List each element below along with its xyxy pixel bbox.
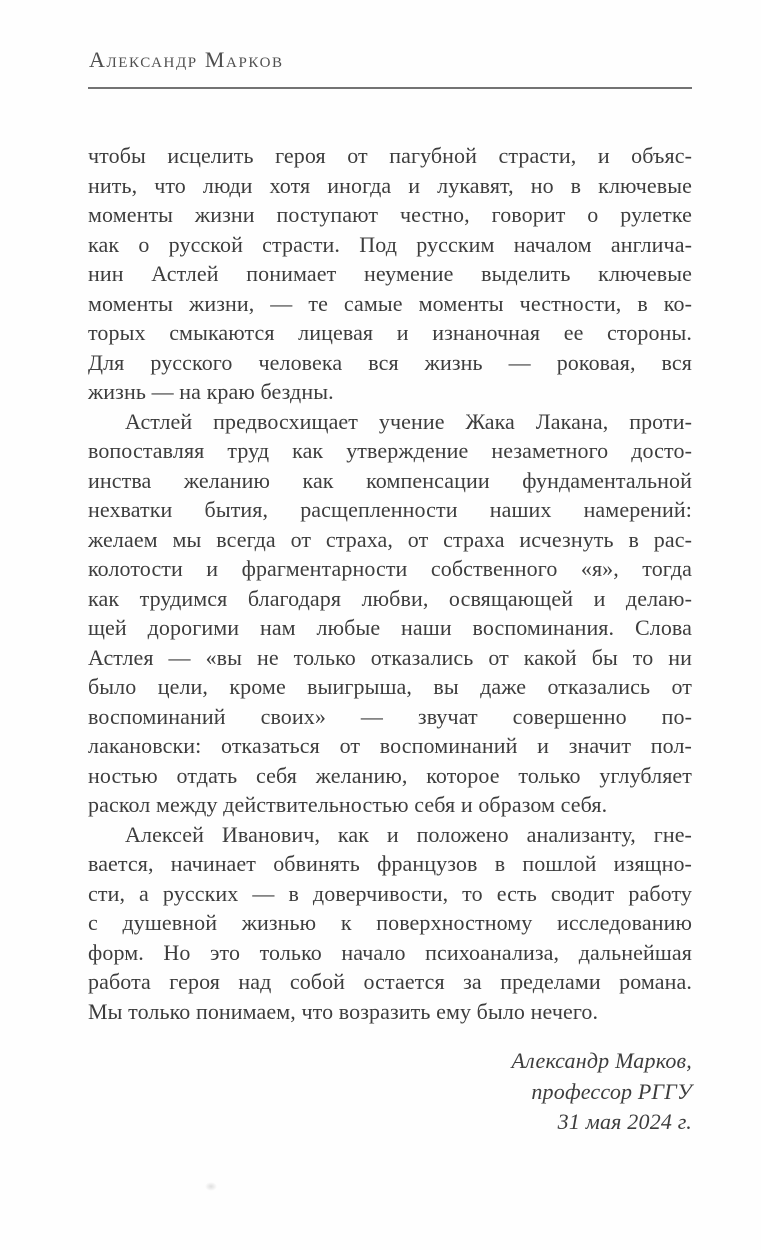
text-line: вается, начинает обвинять французов в пошлой изящно- [88,851,692,876]
signature-line: Александр Марков, [511,1048,692,1073]
text-line: нин Астлей понимает неумение выделить ключевые [88,261,692,286]
text-line: колотости и фрагментарности собственного «я», тогда [88,556,692,581]
text-line: Мы только понимаем, что возразить ему было нечего. [88,998,599,1024]
header-rule [88,87,692,89]
text-line: торых смыкаются лицевая и изнаночная ее стороны. [88,320,692,345]
text-line: сти, а русских — в доверчивости, то есть сводит работу [88,880,692,906]
signature-block [512,1046,692,1138]
text-line: Для русского человека вся жизнь — роковая, вся [88,349,692,375]
text-line: жизнь — на краю бездны. [88,379,334,404]
text-line: нить, что люди хотя иногда и лукавят, но в ключевые [88,172,692,198]
text-line: моменты жизни поступают честно, говорит о рулетке [88,202,692,227]
signature-line: 31 мая 2024 г. [557,1109,692,1134]
text-line: как о русской страсти. Под русским началом англича- [88,231,692,257]
text-line: инства желанию как компенсации фундаментальной [88,467,692,493]
text-line: как трудимся благодаря любви, освящающей и делаю- [88,585,692,611]
text-line: нехватки бытия, расщепленности наших намерений: [88,497,692,522]
text-line: работа героя над собой остается за пределами романа. [88,969,692,994]
running-header: Александр Марков [89,47,284,72]
text-line: форм. Но это только начало психоанализа, дальнейшая [88,939,692,965]
text-line: Алексей Иванович, как и положено анализанту, гне- [125,821,692,847]
text-line: желаем мы всегда от страха, от страха исчезнуть в рас- [88,526,692,552]
signature-line: профессор РГГУ [531,1078,692,1104]
text-line: раскол между действительностью себя и образом себя. [88,792,608,817]
text-line: лакановски: отказаться от воспоминаний и значит пол- [88,733,692,758]
text-line: было цели, кроме выигрыша, вы даже отказались от [88,674,692,699]
text-line: с душевной жизнью к поверхностному исследованию [88,910,692,935]
body-text [88,141,692,1026]
text-line: Астлей предвосхищает учение Жака Лакана, проти- [125,408,692,434]
scan-smudge [205,1182,217,1191]
text-line: Астлея — «вы не только отказались от какой бы то ни [88,644,692,670]
text-line: вопоставляя труд как утверждение незаметного досто- [88,438,692,463]
text-line: щей дорогими нам любые наши воспоминания. Слова [88,615,692,640]
text-line: воспоминаний своих» — звучат совершенно по- [88,703,692,729]
text-line: моменты жизни, — те самые моменты честности, в ко- [88,290,692,316]
text-line: чтобы исцелить героя от пагубной страсти, и объяс- [88,143,692,168]
text-line: ностью отдать себя желанию, которое только углубляет [88,762,692,788]
